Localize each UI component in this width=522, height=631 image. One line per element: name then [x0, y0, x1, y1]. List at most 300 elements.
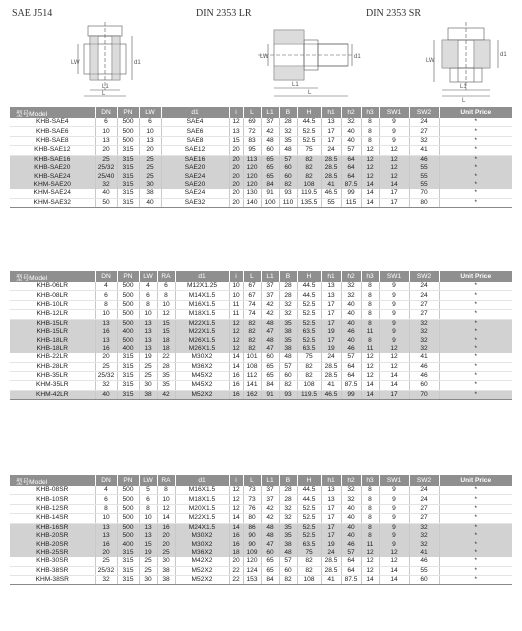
table-cell: 11	[361, 328, 379, 336]
table-cell: 60	[279, 566, 297, 575]
column-header: h1	[321, 107, 341, 118]
table-cell: 32	[341, 118, 361, 127]
table-cell: 10	[139, 127, 161, 136]
table-cell: 12	[361, 371, 379, 380]
table-cell: 4	[95, 282, 117, 291]
table-cell: *	[439, 362, 512, 371]
table-cell: 15	[157, 319, 175, 328]
table-cell: 52.5	[297, 127, 321, 136]
table-cell: 64	[341, 155, 361, 164]
table-cell: 20	[229, 164, 243, 172]
table-row	[10, 371, 512, 380]
table-cell: 57	[279, 155, 297, 164]
table-cell: 6	[95, 118, 117, 127]
table-cell: 16	[95, 328, 117, 336]
table-row	[10, 566, 512, 575]
table-cell: 17	[379, 198, 409, 207]
table-cell: 140	[243, 198, 261, 207]
column-header: SW2	[409, 107, 439, 118]
table-cell: 69	[243, 118, 261, 127]
table-cell: M42X2	[175, 557, 229, 566]
table-cell: SAE24	[161, 172, 229, 180]
table-cell: 14	[379, 575, 409, 584]
table-cell: 400	[117, 540, 139, 548]
table-cell: 35	[279, 532, 297, 540]
drawing-title-sr: DIN 2353 SR	[366, 8, 422, 19]
table-cell: 9	[379, 319, 409, 328]
table-cell: 41	[409, 146, 439, 155]
table-cell: M20X1.5	[175, 504, 229, 513]
column-header: SW1	[379, 271, 409, 282]
drawing-label-l: L	[308, 90, 312, 96]
table-cell: 35	[157, 371, 175, 380]
table-cell: *	[439, 172, 512, 180]
table-cell: 41	[321, 381, 341, 390]
column-header: DN	[95, 271, 117, 282]
table-cell: 40	[139, 198, 161, 207]
table-cell: 9	[379, 504, 409, 513]
table-cell: 6	[139, 291, 157, 300]
table-cell: 32	[279, 310, 297, 319]
table-cell: 48	[279, 353, 297, 362]
drawing-title-sae: SAE J514	[12, 8, 53, 19]
table-cell: 12	[379, 362, 409, 371]
drawing-din-2353-sr	[420, 20, 510, 102]
table-cell: KHB-SAE20	[10, 164, 95, 172]
table-cell: 40	[341, 136, 361, 145]
table-cell: 12	[361, 566, 379, 575]
table-cell: 8	[361, 282, 379, 291]
table-cell: KHB-10SR	[10, 495, 95, 504]
drawing-label-l: L	[102, 91, 106, 97]
table-cell: 153	[243, 575, 261, 584]
table-cell: 24	[321, 549, 341, 557]
table-cell: 9	[379, 328, 409, 336]
table-cell: SAE4	[161, 118, 229, 127]
table-cell: 83	[243, 136, 261, 145]
table-cell: KHB-18LR	[10, 345, 95, 353]
table-cell: 63.5	[297, 540, 321, 548]
table-cell: M30X2	[175, 532, 229, 540]
table-cell: 32	[341, 291, 361, 300]
table-cell: KHB-15LR	[10, 328, 95, 336]
table-cell: 6	[157, 282, 175, 291]
table-cell: 14	[229, 362, 243, 371]
table-cell: *	[439, 189, 512, 198]
table-cell: 82	[297, 362, 321, 371]
table-cell: 315	[117, 390, 139, 399]
table-cell: 44.5	[297, 118, 321, 127]
table-cell: 82	[297, 164, 321, 172]
table-cell: 12	[379, 345, 409, 353]
table-cell: M22X1.5	[175, 328, 229, 336]
table-cell: 41	[321, 181, 341, 189]
table-cell: 50	[95, 198, 117, 207]
table-row	[10, 319, 512, 328]
table-cell: 52.5	[297, 532, 321, 540]
table-cell: 57	[341, 146, 361, 155]
table-cell: 22	[229, 575, 243, 584]
table-cell: *	[439, 319, 512, 328]
table-cell: 15	[139, 540, 157, 548]
table-cell: *	[439, 381, 512, 390]
table-cell: 19	[321, 328, 341, 336]
table-cell: 500	[117, 127, 139, 136]
table-cell: 16	[229, 532, 243, 540]
table-cell: 9	[379, 136, 409, 145]
table-cell: 13	[321, 291, 341, 300]
drawing-label-l1: L1	[460, 84, 467, 90]
table-cell: 38	[279, 345, 297, 353]
table-cell: 82	[279, 575, 297, 584]
table-cell: 40	[341, 310, 361, 319]
table-cell: 9	[379, 336, 409, 344]
table-cell: 9	[379, 514, 409, 523]
table-cell: 13	[139, 336, 157, 344]
table-cell: *	[439, 390, 512, 399]
table-cell: M36X2	[175, 549, 229, 557]
table-cell: 40	[341, 504, 361, 513]
table-row	[10, 345, 512, 353]
table-cell: 12	[361, 146, 379, 155]
table-row	[10, 198, 512, 207]
table-row	[10, 282, 512, 291]
table-cell: 6	[139, 495, 157, 504]
table-cell: 47	[261, 345, 279, 353]
column-header: 型号Model	[10, 107, 95, 118]
table-row	[10, 310, 512, 319]
table-cell: *	[439, 486, 512, 495]
column-header: h2	[341, 271, 361, 282]
table-cell: M36X2	[175, 362, 229, 371]
table-cell: 20	[229, 181, 243, 189]
table-cell: 500	[117, 300, 139, 309]
table-cell: 11	[361, 345, 379, 353]
table-cell: KHB-18LR	[10, 336, 95, 344]
table-cell: *	[439, 514, 512, 523]
table-cell: 13	[139, 532, 157, 540]
table-cell: 315	[117, 381, 139, 390]
table-cell: 8	[361, 127, 379, 136]
table-cell: 28.5	[321, 371, 341, 380]
table-cell: 28	[279, 486, 297, 495]
table-cell: M52X2	[175, 390, 229, 399]
table-cell: 57	[279, 557, 297, 566]
table-cell: 35	[157, 381, 175, 390]
table-cell: 25/40	[95, 172, 117, 180]
table-cell: M26X1.5	[175, 345, 229, 353]
table-cell: 13	[321, 118, 341, 127]
table-cell: M22X1.5	[175, 514, 229, 523]
table-row	[10, 540, 512, 548]
table-cell: 20	[157, 532, 175, 540]
table-cell: 500	[117, 486, 139, 495]
table-row	[10, 514, 512, 523]
table-cell: *	[439, 181, 512, 189]
table-cell: 41	[409, 353, 439, 362]
table-cell: 6	[95, 291, 117, 300]
table-cell: 48	[261, 136, 279, 145]
column-header: B	[279, 271, 297, 282]
table-cell: 42	[261, 300, 279, 309]
table-cell: 13	[95, 336, 117, 344]
table-cell: 12	[379, 155, 409, 164]
table-cell: 75	[297, 353, 321, 362]
table-cell: 8	[361, 136, 379, 145]
table-cell: 500	[117, 319, 139, 328]
table-cell: 25	[139, 371, 157, 380]
table-cell: KHB-12SR	[10, 504, 95, 513]
table-cell: 8	[361, 310, 379, 319]
table-cell: *	[439, 136, 512, 145]
table-cell: 47	[261, 328, 279, 336]
table-cell: 14	[361, 381, 379, 390]
table-cell: 24	[409, 291, 439, 300]
table-cell: 32	[95, 181, 117, 189]
table-cell: 91	[261, 189, 279, 198]
table-cell: 124	[243, 566, 261, 575]
table-cell: 42	[157, 390, 175, 399]
table-cell: 52.5	[297, 136, 321, 145]
table-cell: 112	[243, 371, 261, 380]
table-cell: 35	[279, 523, 297, 532]
column-header: d1	[175, 271, 229, 282]
table-cell: 19	[321, 540, 341, 548]
column-header: L1	[261, 271, 279, 282]
table-cell: 16	[229, 390, 243, 399]
table-cell: *	[439, 557, 512, 566]
table-cell: 25	[95, 362, 117, 371]
table-cell: 108	[297, 381, 321, 390]
table-cell: 315	[117, 198, 139, 207]
table-cell: KHB-06LR	[10, 282, 95, 291]
table-cell: 95	[243, 146, 261, 155]
table-cell: *	[439, 300, 512, 309]
table-row	[10, 557, 512, 566]
table-cell: 110	[279, 198, 297, 207]
table-cell: M24X1.5	[175, 523, 229, 532]
table-cell: SAE12	[161, 146, 229, 155]
table-cell: KHB-30SR	[10, 557, 95, 566]
table-cell: 500	[117, 495, 139, 504]
table-cell: 60	[261, 146, 279, 155]
table-cell: 70	[409, 189, 439, 198]
column-header: L1	[261, 475, 279, 486]
table-cell: 25	[139, 566, 157, 575]
table-cell: 24	[321, 146, 341, 155]
table-cell: 13	[139, 136, 161, 145]
table-cell: *	[439, 164, 512, 172]
table-cell: SAE20	[161, 181, 229, 189]
table-cell: KHM-35LR	[10, 381, 95, 390]
table-cell: 18	[157, 345, 175, 353]
table-cell: M30X2	[175, 353, 229, 362]
table-cell: 108	[243, 362, 261, 371]
table-cell: 32	[409, 532, 439, 540]
table-cell: 14	[361, 575, 379, 584]
table-cell: 55	[321, 198, 341, 207]
table-cell: KHB-SAE6	[10, 127, 95, 136]
table-cell: 93	[279, 390, 297, 399]
table-cell: 8	[361, 504, 379, 513]
table-cell: 48	[261, 532, 279, 540]
table-cell: 72	[243, 127, 261, 136]
column-header: Unit Price	[439, 475, 512, 486]
table-cell: 75	[297, 146, 321, 155]
table-row	[10, 164, 512, 172]
table-cell: 20	[95, 549, 117, 557]
table-cell: 8	[157, 486, 175, 495]
table-cell: KHB-SAE8	[10, 136, 95, 145]
table-row	[10, 495, 512, 504]
table-cell: 32	[409, 345, 439, 353]
table-cell: 65	[261, 557, 279, 566]
table-cell: *	[439, 532, 512, 540]
table-cell: 55	[409, 181, 439, 189]
table-cell: 108	[297, 575, 321, 584]
table-cell: 32	[409, 523, 439, 532]
table-cell: 14	[379, 381, 409, 390]
table-cell: KHB-08LR	[10, 291, 95, 300]
table-cell: 10	[95, 127, 117, 136]
table-cell: 130	[243, 189, 261, 198]
table-cell: 13	[139, 328, 157, 336]
table-cell: 8	[361, 532, 379, 540]
table-cell: M16X1.5	[175, 486, 229, 495]
table-cell: 10	[139, 310, 157, 319]
table-cell: *	[439, 540, 512, 548]
table-cell: 17	[321, 319, 341, 328]
table-cell: 12	[229, 486, 243, 495]
drawing-label-d1: d1	[354, 54, 361, 60]
table-cell: 9	[379, 532, 409, 540]
column-header: B	[279, 475, 297, 486]
table-cell: 60	[279, 164, 297, 172]
column-header: i	[229, 107, 243, 118]
table-row	[10, 155, 512, 164]
table-cell: 11	[361, 540, 379, 548]
table-cell: *	[439, 310, 512, 319]
table-cell: 22	[229, 566, 243, 575]
table-cell: 64	[341, 566, 361, 575]
table-row	[10, 575, 512, 584]
column-header: SW1	[379, 475, 409, 486]
table-row	[10, 532, 512, 540]
table-cell: 120	[243, 557, 261, 566]
table-cell: 67	[243, 291, 261, 300]
table-cell: SAE24	[161, 189, 229, 198]
table-cell: 315	[117, 371, 139, 380]
table-cell: KHB-20SR	[10, 540, 95, 548]
table-cell: 46.5	[321, 390, 341, 399]
table-cell: 14	[361, 181, 379, 189]
table-cell: 32	[279, 504, 297, 513]
table-cell: 108	[297, 181, 321, 189]
table-cell: 30	[139, 381, 157, 390]
table-cell: 101	[243, 353, 261, 362]
table-cell: 9	[379, 282, 409, 291]
table-cell: 500	[117, 532, 139, 540]
table-cell: 8	[95, 504, 117, 513]
table-cell: 11	[229, 310, 243, 319]
table-cell: 22	[157, 353, 175, 362]
table-cell: 75	[297, 549, 321, 557]
table-cell: *	[439, 371, 512, 380]
table-cell: 25	[139, 155, 161, 164]
table-cell: 57	[341, 549, 361, 557]
table-cell: 13	[321, 282, 341, 291]
table-cell: 13	[321, 495, 341, 504]
table-cell: 315	[117, 189, 139, 198]
table-cell: 500	[117, 514, 139, 523]
table-cell: 8	[361, 523, 379, 532]
table-cell: SAE16	[161, 155, 229, 164]
table-cell: 17	[321, 532, 341, 540]
table-row	[10, 118, 512, 127]
column-header: L1	[261, 107, 279, 118]
table-cell: 32	[409, 319, 439, 328]
table-cell: 57	[279, 362, 297, 371]
spec-table-sae	[10, 107, 512, 208]
table-cell: 40	[341, 300, 361, 309]
table-cell: 48	[279, 549, 297, 557]
table-cell: 16	[229, 381, 243, 390]
table-cell: 315	[117, 362, 139, 371]
table-cell: 315	[117, 164, 139, 172]
column-header: 型号Model	[10, 271, 95, 282]
table-cell: 60	[261, 353, 279, 362]
table-cell: 70	[409, 390, 439, 399]
column-header: DN	[95, 475, 117, 486]
table-cell: 37	[261, 486, 279, 495]
column-header: d1	[175, 475, 229, 486]
table-cell: 16	[229, 371, 243, 380]
table-cell: 82	[297, 557, 321, 566]
table-cell: 109	[243, 549, 261, 557]
table-cell: M12X1.25	[175, 282, 229, 291]
table-cell: 32	[409, 136, 439, 145]
table-cell: SAE6	[161, 127, 229, 136]
table-cell: 40	[95, 390, 117, 399]
table-cell: 13	[321, 486, 341, 495]
table-cell: 40	[341, 336, 361, 344]
table-cell: 9	[379, 523, 409, 532]
table-cell: 48	[261, 336, 279, 344]
table-row	[10, 127, 512, 136]
table-cell: 141	[243, 381, 261, 390]
column-header: L	[243, 475, 261, 486]
table-cell: 41	[409, 549, 439, 557]
table-cell: *	[439, 566, 512, 575]
table-cell: 9	[379, 118, 409, 127]
table-cell: 315	[117, 146, 139, 155]
table-cell: 64	[341, 557, 361, 566]
table-cell: 9	[379, 300, 409, 309]
table-cell: 12	[361, 172, 379, 180]
table-row	[10, 291, 512, 300]
table-cell: 35	[279, 136, 297, 145]
table-row	[10, 336, 512, 344]
table-cell: 38	[279, 540, 297, 548]
table-cell: 315	[117, 172, 139, 180]
drawing-din-2353-lr	[250, 20, 360, 102]
table-cell: 135.5	[297, 198, 321, 207]
table-cell: 20	[229, 172, 243, 180]
table-cell: KHB-SAE4	[10, 118, 95, 127]
table-cell: KHB-35LR	[10, 371, 95, 380]
table-cell: 30	[139, 575, 157, 584]
drawing-label-lw: LW	[426, 58, 435, 64]
